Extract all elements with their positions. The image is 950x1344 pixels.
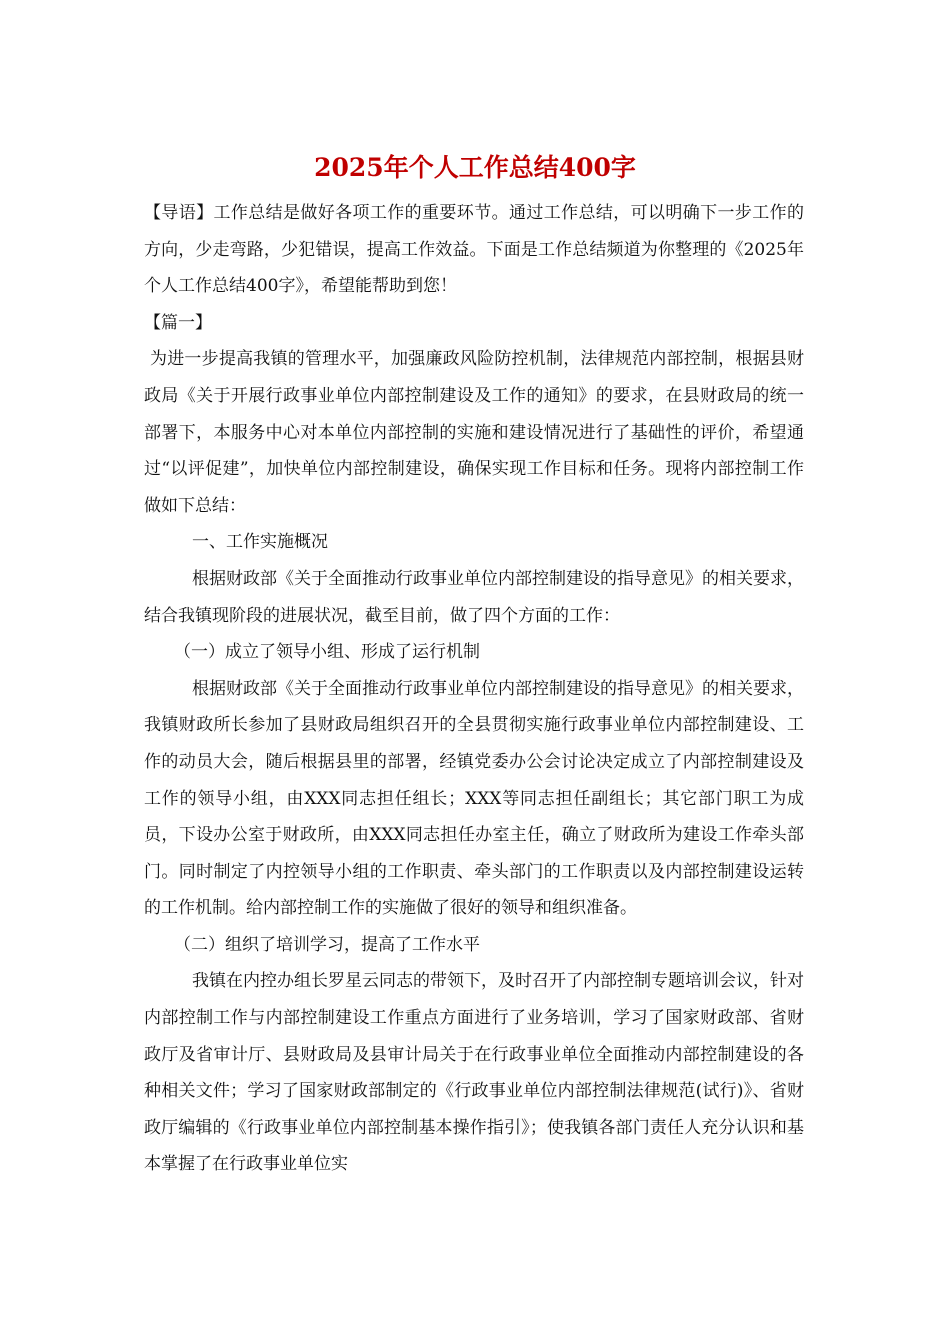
heading-work-overview: 一、工作实施概况 — [192, 532, 328, 553]
opening-paragraph: 为进一步提高我镇的管理水平，加强廉政风险防控机制，法律规范内部控制，根据县财政局《关于开展行政事业单位内部控制建设及工作的通知》的要求，在县财政局的统一部署下，本服务中心对本单位内部控制的实施和建设情况进行了基础性的评价，希望通过“以评促建”，加快单位内部控制建设，确保实现工作目标和任务。现将内部控制工作做如下总结： — [144, 349, 804, 516]
subheading-leadership-group: （一）成立了领导小组、形成了运行机制 — [174, 642, 480, 663]
overview-paragraph: 根据财政部《关于全面推动行政事业单位内部控制建设的指导意见》的相关要求，结合我镇现阶段的进展状况，截至目前，做了四个方面的工作： — [144, 568, 804, 626]
document-body — [144, 195, 804, 1183]
section-heading-part-one: 【篇一】 — [144, 312, 212, 333]
leadership-group-paragraph: 根据财政部《关于全面推动行政事业单位内部控制建设的指导意见》的相关要求，我镇财政所长参加了县财政局组织召开的全县贯彻实施行政事业单位内部控制建设、工作的动员大会，随后根据县里的部署，经镇党委办公会讨论决定成立了内部控制建设及工作的领导小组，由XXX同志担任组长；XXX等同志担任副组长；其它部门职工为成员，下设办公室于财政所，由XXX同志担任办室主任，确立了财政所为建设工作牵头部门。同时制定了内控领导小组的工作职责、牵头部门的工作职责以及内部控制建设运转的工作机制。给内部控制工作的实施做了很好的领导和组织准备。 — [144, 678, 804, 919]
subheading-training: （二）组织了培训学习，提高了工作水平 — [174, 934, 480, 955]
intro-paragraph: 【导语】工作总结是做好各项工作的重要环节。通过工作总结，可以明确下一步工作的方向，少走弯路，少犯错误，提高工作效益。下面是工作总结频道为你整理的《2025年个人工作总结400字》，希望能帮助到您！ — [144, 203, 804, 297]
training-paragraph: 我镇在内控办组长罗星云同志的带领下，及时召开了内部控制专题培训会议，针对内部控制工作与内部控制建设工作重点方面进行了业务培训，学习了国家财政部、省财政厅及省审计厅、县财政局及县审计局关于在行政事业单位全面推动内部控制建设的各种相关文件；学习了国家财政部制定的《行政事业单位内部控制法律规范(试行)》、省财政厅编辑的《行政事业单位内部控制基本操作指引》；使我镇各部门责任人充分认识和基本掌握了在行政事业单位实 — [144, 971, 804, 1175]
document-title: 2025年个人工作总结400字 — [314, 153, 636, 182]
